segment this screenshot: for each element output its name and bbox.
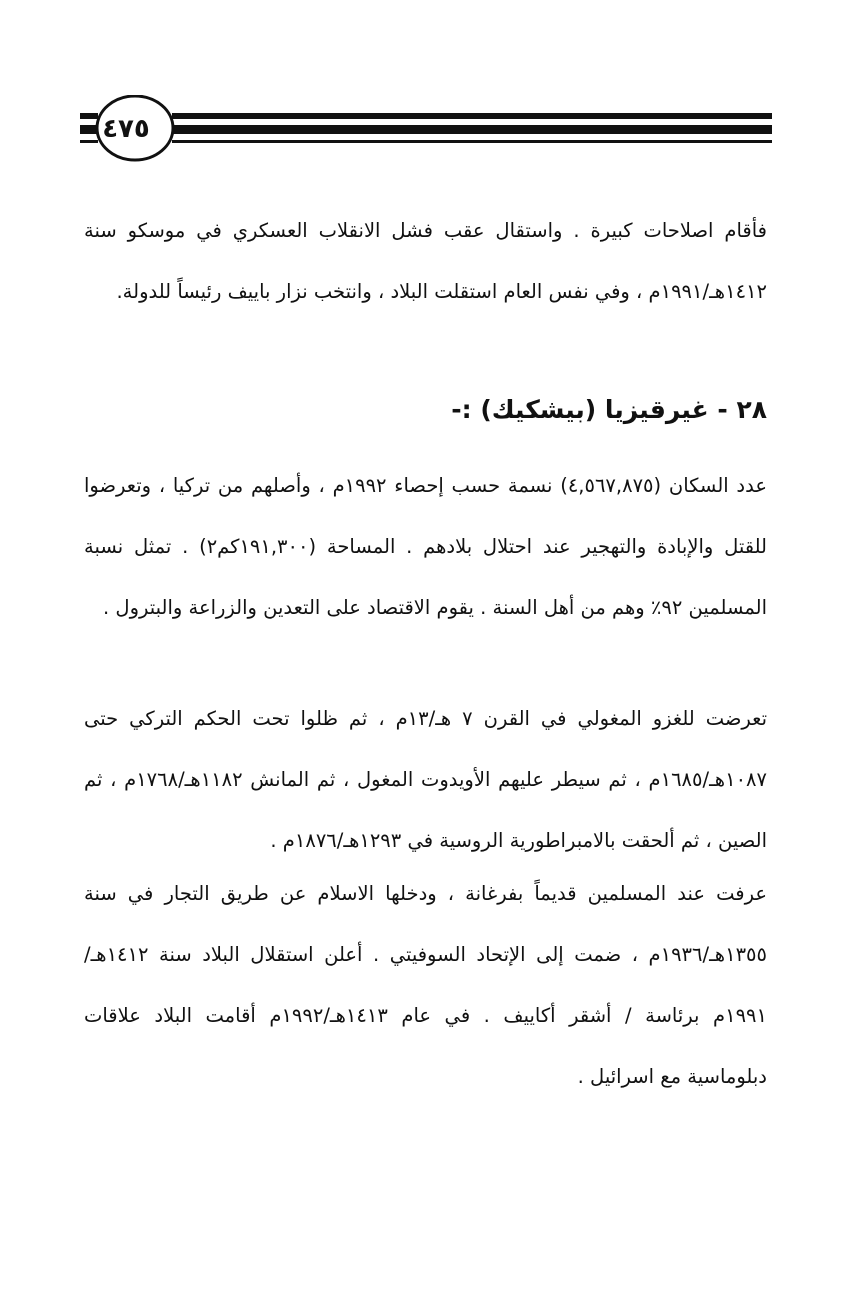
header-rule (80, 95, 772, 165)
paragraph-history (84, 688, 767, 871)
paragraph-islam-text: عرفت عند المسلمين قديماً بفرغانة ، ودخلها الاسلام عن طريق التجار في سنة ١٣٥٥هـ/١٩٣٦م ، ضمت إلى الإتحاد السوفيتي . أعلن استقلال البلاد سنة ١٤١٢هـ/١٩٩١م برئاسة / أشقر أكاييف . في عام ١٤١٣هـ/١٩٩٢م أقامت البلاد علاقات دبلوماسية مع اسرائيل . (84, 882, 767, 1088)
paragraph-population (84, 455, 767, 638)
paragraph-history-text: تعرضت للغزو المغولي في القرن ٧ هـ/١٣م ، ثم ظلوا تحت الحكم التركي حتى ١٠٨٧هـ/١٦٨٥م ، ثم سيطر عليهم الأويدوت المغول ، ثم المانش ١١٨٢هـ/١٧٦٨م ، ثم الصين ، ثم ألحقت بالامبراطورية الروسية في ١٢٩٣هـ/١٨٧٦م . (84, 707, 768, 852)
paragraph-intro (84, 200, 767, 322)
paragraph-islam (84, 863, 767, 1107)
section-heading: ٢٨ - غيرقيزيا (بيشكيك) :- (451, 395, 767, 424)
paragraph-intro-text: فأقام اصلاحات كبيرة . واستقال عقب فشل الانقلاب العسكري في موسكو سنة ١٤١٢هـ/١٩٩١م ، وفي نفس العام استقلت البلاد ، وانتخب نزار باييف رئيساً للدولة. (84, 219, 767, 303)
paragraph-population-text: عدد السكان (٤,٥٦٧,٨٧٥) نسمة حسب إحصاء ١٩٩٢م ، وأصلهم من تركيا ، وتعرضوا للقتل والإبادة والتهجير عند احتلال بلادهم . المساحة (١٩١,٣٠٠كم٢) . تمثل نسبة المسلمين ٩٢٪ وهم من أهل السنة . يقوم الاقتصاد على التعدين والزراعة والبترول . (84, 474, 768, 619)
page-header (80, 95, 772, 165)
page-number: ٤٧٥ (102, 114, 150, 144)
